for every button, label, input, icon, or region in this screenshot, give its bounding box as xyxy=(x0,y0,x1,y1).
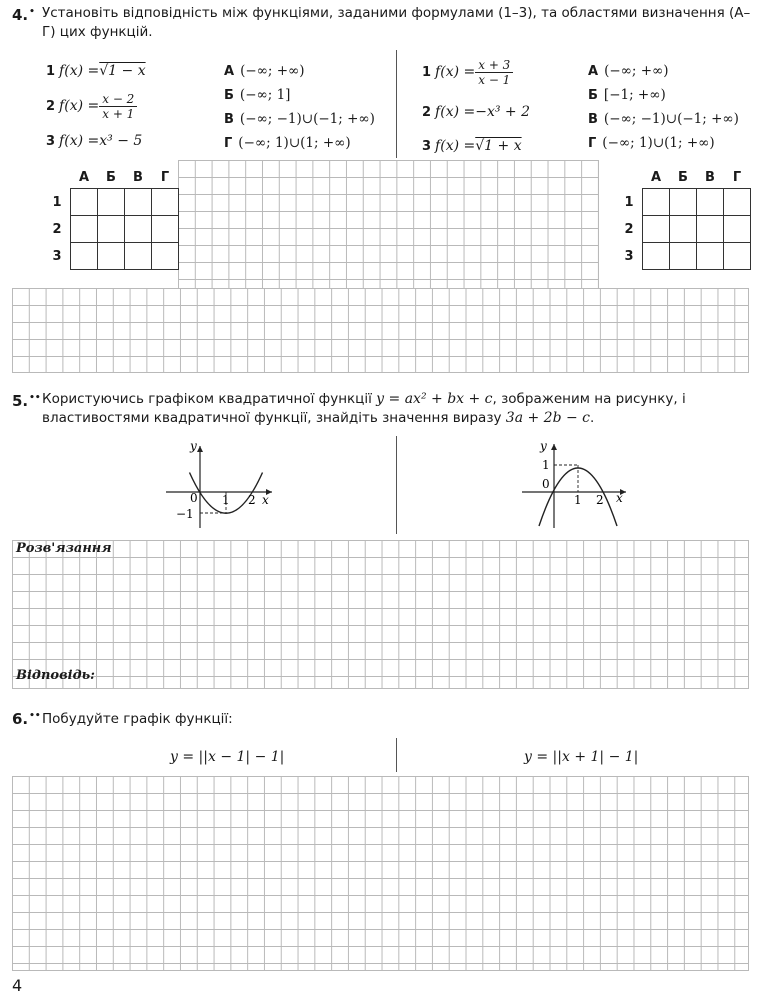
table-corner xyxy=(44,166,71,189)
row-header: 1 xyxy=(624,194,634,210)
function-name: f(x) = xyxy=(59,98,100,114)
answer-cell[interactable] xyxy=(724,243,751,270)
domain-item xyxy=(224,132,394,156)
q5-divider xyxy=(396,436,397,534)
q4-number: 4.• xyxy=(12,6,35,24)
tick-label: 1 xyxy=(222,493,230,507)
function-label: 1 xyxy=(422,64,432,80)
denominator: x + 1 xyxy=(102,106,135,121)
domain-value: (−∞; −1)∪(−1; +∞) xyxy=(603,111,739,127)
domain-value: (−∞; 1)∪(1; +∞) xyxy=(238,135,351,151)
answer-cell[interactable] xyxy=(670,243,697,270)
answer-cell[interactable] xyxy=(697,216,724,243)
function-label: 1 xyxy=(46,63,56,79)
page-number: 4 xyxy=(12,976,23,995)
function-name: f(x) = xyxy=(435,104,476,120)
col-header: В xyxy=(133,169,143,185)
q4-right-f1 xyxy=(422,54,592,90)
domain-item xyxy=(588,60,763,84)
solution-grid[interactable] xyxy=(12,540,749,689)
function-label: 3 xyxy=(46,133,56,149)
answer-cell[interactable] xyxy=(98,216,125,243)
domain-item xyxy=(588,84,763,108)
y-label: y xyxy=(540,439,547,453)
q4-right-domains xyxy=(588,60,763,156)
x-label: x xyxy=(262,493,269,507)
fraction xyxy=(99,92,137,121)
tick-label: 2 xyxy=(596,493,604,507)
domain-label: В xyxy=(224,112,234,127)
tick-label: 1 xyxy=(542,458,550,472)
q4-left-domains xyxy=(224,60,394,156)
domain-label: Б xyxy=(588,88,598,103)
q5-text-c: . xyxy=(590,410,595,426)
domain-item xyxy=(224,108,394,132)
function-expr: √1 + x xyxy=(475,138,522,154)
domain-value: [−1; +∞) xyxy=(603,87,666,103)
q4-right-f2 xyxy=(422,100,592,124)
col-header: Б xyxy=(106,169,116,185)
col-header: Б xyxy=(678,169,688,185)
function-label: 2 xyxy=(46,98,56,114)
answer-cell[interactable] xyxy=(670,216,697,243)
function-name: f(x) = xyxy=(59,133,100,149)
q6-divider xyxy=(396,738,397,772)
fraction xyxy=(475,58,513,87)
domain-value: (−∞; +∞) xyxy=(604,63,669,79)
q5-graph-right xyxy=(516,436,636,532)
q6-formula-left: y = ||x − 1| − 1| xyxy=(170,749,285,765)
domain-label: Г xyxy=(224,136,233,151)
q5-text-b: , зображеним на рисунку, і властивостями квадратичної функції, знайдіть значення виразу xyxy=(42,391,686,426)
domain-label: А xyxy=(224,64,235,79)
answer-table-right xyxy=(616,166,751,270)
q4-right-functions xyxy=(422,54,592,158)
answer-cell[interactable] xyxy=(643,189,670,216)
answer-cell[interactable] xyxy=(71,243,98,270)
answer-cell[interactable] xyxy=(697,189,724,216)
domain-value: (−∞; −1)∪(−1; +∞) xyxy=(239,111,375,127)
domain-value: (−∞; 1] xyxy=(239,87,291,103)
x-label: x xyxy=(616,491,623,505)
q5-number: 5.•• xyxy=(12,392,41,410)
answer-cell[interactable] xyxy=(98,243,125,270)
domain-item xyxy=(224,84,394,108)
q4-left-functions xyxy=(46,60,216,152)
y-label: y xyxy=(190,439,197,453)
answer-cell[interactable] xyxy=(643,243,670,270)
domain-value: (−∞; +∞) xyxy=(240,63,305,79)
draft-grid-q4[interactable] xyxy=(12,288,749,373)
answer-cell[interactable] xyxy=(670,189,697,216)
answer-table-left xyxy=(44,166,179,270)
col-header: Г xyxy=(732,169,742,185)
q5-graph-left xyxy=(160,436,280,532)
function-name: f(x) = xyxy=(59,63,100,79)
col-header: Г xyxy=(160,169,170,185)
q4-divider xyxy=(396,50,397,158)
q5-formula: y = ax² + bx + c xyxy=(376,391,493,407)
q4-left-f2 xyxy=(46,86,216,126)
function-expr: √1 − x xyxy=(99,63,146,79)
answer-cell[interactable] xyxy=(724,216,751,243)
q5-text-a: Користуючись графіком квадратичної функції xyxy=(42,391,377,407)
answer-cell[interactable] xyxy=(152,216,179,243)
row-header: 2 xyxy=(52,221,62,237)
col-header: В xyxy=(705,169,715,185)
solution-label: Розв'язання xyxy=(16,541,112,556)
numerator: x + 3 xyxy=(475,58,513,73)
q4-right-f3 xyxy=(422,134,592,158)
numerator: x − 2 xyxy=(99,92,137,107)
function-name: f(x) = xyxy=(435,138,476,154)
origin-label: 0 xyxy=(190,491,198,505)
answer-cell[interactable] xyxy=(643,216,670,243)
domain-item xyxy=(588,132,763,156)
answer-cell[interactable] xyxy=(125,216,152,243)
tick-label: 1 xyxy=(574,493,582,507)
graph-grid-q6[interactable] xyxy=(12,776,749,971)
answer-cell[interactable] xyxy=(697,243,724,270)
domain-item xyxy=(224,60,394,84)
y-axis-arrow xyxy=(197,446,203,452)
draft-grid-upper[interactable] xyxy=(178,160,599,289)
col-header: А xyxy=(78,169,90,185)
row-header: 1 xyxy=(52,194,62,210)
answer-cell[interactable] xyxy=(71,189,98,216)
domain-label: Б xyxy=(224,88,234,103)
function-expr: −x³ + 2 xyxy=(475,104,531,120)
tick-label: 2 xyxy=(248,493,256,507)
y-axis-arrow xyxy=(551,444,557,450)
domain-item xyxy=(588,108,763,132)
q5-text xyxy=(42,390,754,428)
domain-label: А xyxy=(588,64,599,79)
denominator: x − 1 xyxy=(478,72,511,87)
function-expr: x³ − 5 xyxy=(99,133,143,149)
q5-expr: 3a + 2b − c xyxy=(505,410,591,426)
q4-left-f1 xyxy=(46,60,216,82)
row-header: 3 xyxy=(624,248,634,264)
tick-label: −1 xyxy=(176,507,194,521)
function-label: 2 xyxy=(422,104,432,120)
q4-left-f3 xyxy=(46,130,216,152)
answer-label: Відповідь: xyxy=(16,668,95,683)
answer-cell[interactable] xyxy=(724,189,751,216)
answer-cell[interactable] xyxy=(152,189,179,216)
function-name: f(x) = xyxy=(435,64,476,80)
domain-label: Г xyxy=(588,136,597,151)
domain-value: (−∞; 1)∪(1; +∞) xyxy=(602,135,715,151)
answer-cell[interactable] xyxy=(125,243,152,270)
answer-cell[interactable] xyxy=(98,189,125,216)
origin-label: 0 xyxy=(542,477,550,491)
q6-text: Побудуйте графік функції: xyxy=(42,711,233,727)
row-header: 2 xyxy=(624,221,634,237)
q4-text: Установіть відповідність між функціями, заданими формулами (1–3), та областями визначення (А–Г) цих функцій. xyxy=(42,5,751,40)
answer-cell[interactable] xyxy=(152,243,179,270)
row-header: 3 xyxy=(52,248,62,264)
function-label: 3 xyxy=(422,138,432,154)
q6-number: 6.•• xyxy=(12,710,41,728)
table-corner xyxy=(616,166,643,189)
domain-label: В xyxy=(588,112,598,127)
answer-cell[interactable] xyxy=(71,216,98,243)
col-header: А xyxy=(650,169,662,185)
answer-cell[interactable] xyxy=(125,189,152,216)
q6-formula-right: y = ||x + 1| − 1| xyxy=(524,749,639,765)
